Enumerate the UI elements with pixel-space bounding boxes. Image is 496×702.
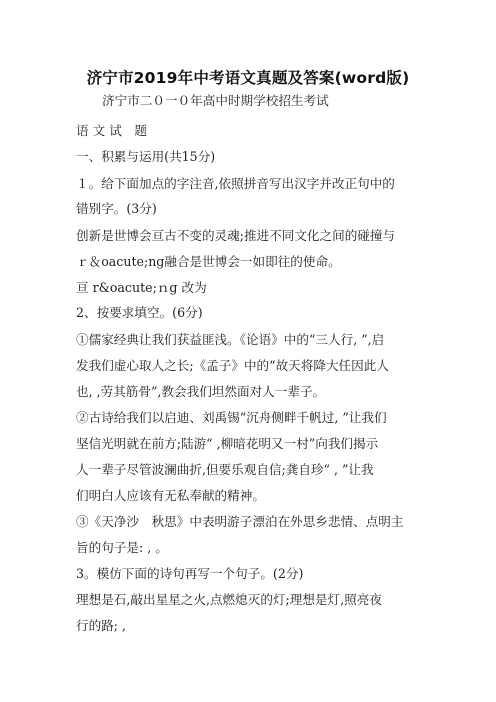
exam-subtitle: 济宁市二０一０年高中时期学校招生考试 (102, 93, 329, 108)
question-2-heading: 2、按要求填空。(6分) (76, 305, 203, 320)
subject-heading: 语 文 试 题 (76, 123, 147, 138)
question-2-item-1-line-2: 发我们虚心取人之长;《孟子》中的“故天将降大任因此人 (76, 358, 389, 373)
question-2-item-1-line-1: ①儒家经典让我们获益匪浅。《论语》中的“三人行, ”,启 (76, 332, 385, 347)
question-2-item-1-line-3: 也, ,劳其筋骨”,教会我们坦然面对人一辈子。 (76, 384, 326, 399)
question-1-text-line-1: 创新是世博会亘古不变的灵魂;推进不同文化之间的碰撞与 (76, 228, 396, 243)
question-3-text-line-2: 行的路; , (76, 618, 127, 633)
question-1-line-1: １。给下面加点的字注音,依照拼音写出汉字并改正句中的 (76, 176, 395, 191)
question-2-item-2-line-2: 坚信光明就在前方;陆游“ ,柳暗花明又一村”向我们揭示 (76, 436, 379, 451)
question-2-item-2-line-3: 人一辈子尽管波澜曲折,但要乐观自信;龚自珍“ , ”让我 (76, 462, 374, 477)
question-3-text-line-1: 理想是石,敲出星星之火,点燃熄灭的灯;理想是灯,照亮夜 (76, 592, 382, 607)
question-1-line-2: 错别字。(3分) (76, 201, 157, 216)
section-heading: 一、积累与运用(共15分) (76, 149, 216, 164)
question-2-item-2-line-4: 们明白人应该有无私奉献的精神。 (76, 488, 265, 503)
question-2-item-3-line-2: 旨的句子是: , 。 (76, 540, 168, 555)
question-2-item-3-line-1: ③《天净沙 秋思》中表明游子漂泊在外思乡悲情、点明主 (76, 514, 404, 529)
document-title: 济宁市2019年中考语文真题及答案(word版) (86, 69, 410, 87)
question-2-item-2-line-1: ②古诗给我们以启迪、刘禹锡“沉舟侧畔千帆过, ”让我们 (76, 410, 387, 425)
question-1-text-line-2: ｒ＆oacute;ng融合是世博会一如即往的使命。 (76, 254, 341, 269)
question-1-answer-line: 亘 r&oacute;ｎg 改为 (76, 280, 207, 295)
question-3-heading: 3。模仿下面的诗句再写一个句子。(2分) (76, 566, 304, 581)
